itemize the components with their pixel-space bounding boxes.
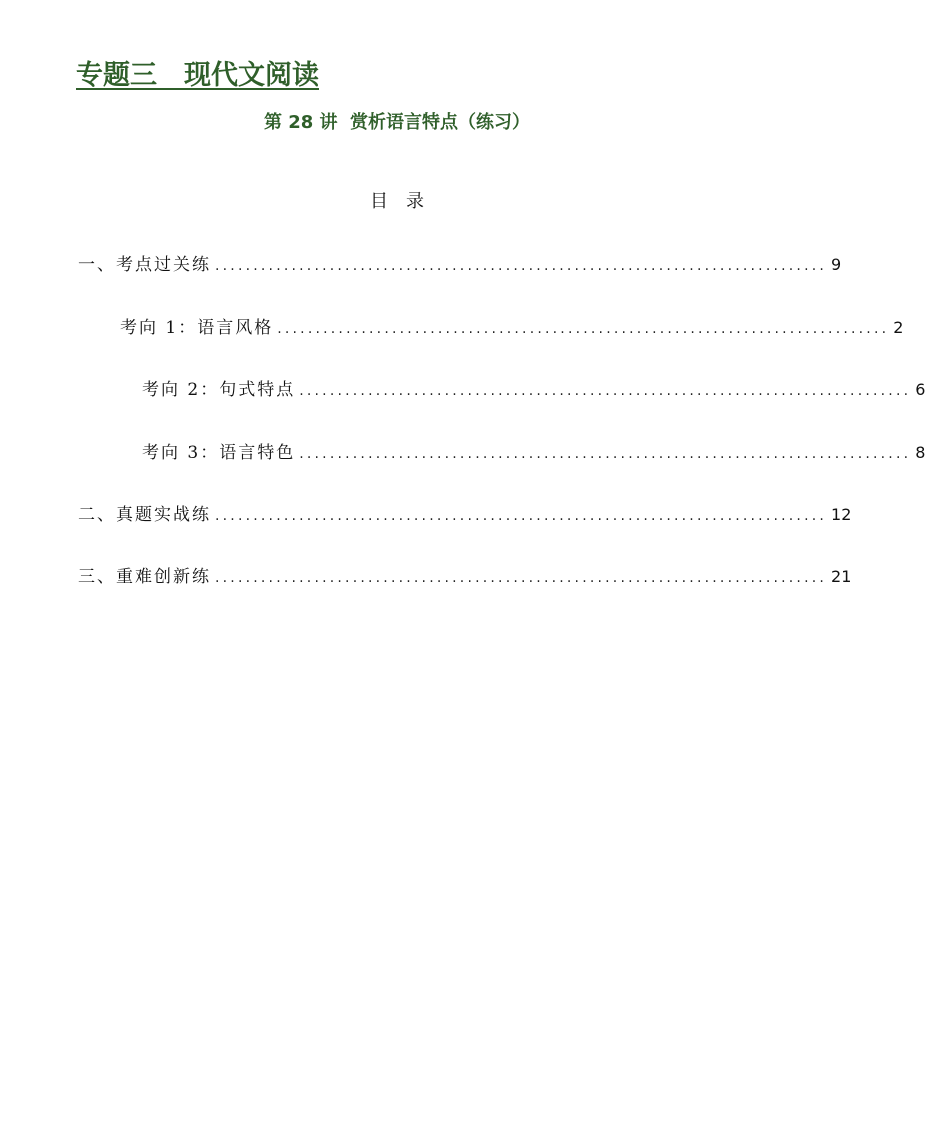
toc-page-number: 2: [893, 318, 904, 337]
toc-entry-direction-3[interactable]: [142, 443, 925, 463]
lecture-title: 第 28 讲 赏析语言特点（练习）: [263, 112, 531, 133]
toc-entry-innovation[interactable]: [78, 567, 852, 587]
toc-dot-leader: ................................................................................: [215, 258, 828, 274]
toc-page-number: 8: [915, 443, 925, 462]
toc-page-number: 21: [831, 567, 852, 586]
toc-entry-label: 考向 1：语言风格: [120, 318, 274, 338]
toc-page-number: 12: [831, 505, 852, 524]
toc-heading: 目 录: [370, 191, 424, 212]
toc-entry-exam-points[interactable]: [78, 255, 842, 275]
toc-dot-leader: ................................................................................: [215, 508, 828, 524]
topic-title: 专题三 现代文阅读: [76, 60, 319, 91]
toc-dot-leader: ................................................................................: [299, 446, 912, 462]
toc-entry-direction-1[interactable]: [120, 318, 904, 338]
toc-entry-label: 考向 3：语言特色: [142, 443, 296, 463]
toc-entry-label: 三、重难创新练: [78, 567, 211, 587]
toc-entry-label: 考向 2：句式特点: [142, 380, 296, 400]
toc-dot-leader: ................................................................................: [299, 383, 912, 399]
toc-entry-label: 二、真题实战练: [78, 505, 211, 525]
toc-entry-direction-2[interactable]: [142, 380, 925, 400]
toc-dot-leader: ................................................................................: [215, 570, 828, 586]
toc-page-number: 6: [915, 380, 925, 399]
toc-dot-leader: ................................................................................: [277, 321, 890, 337]
toc-page-number: 9: [831, 255, 842, 274]
toc-entry-label: 一、考点过关练: [78, 255, 211, 275]
toc-entry-real-exam[interactable]: [78, 505, 852, 525]
